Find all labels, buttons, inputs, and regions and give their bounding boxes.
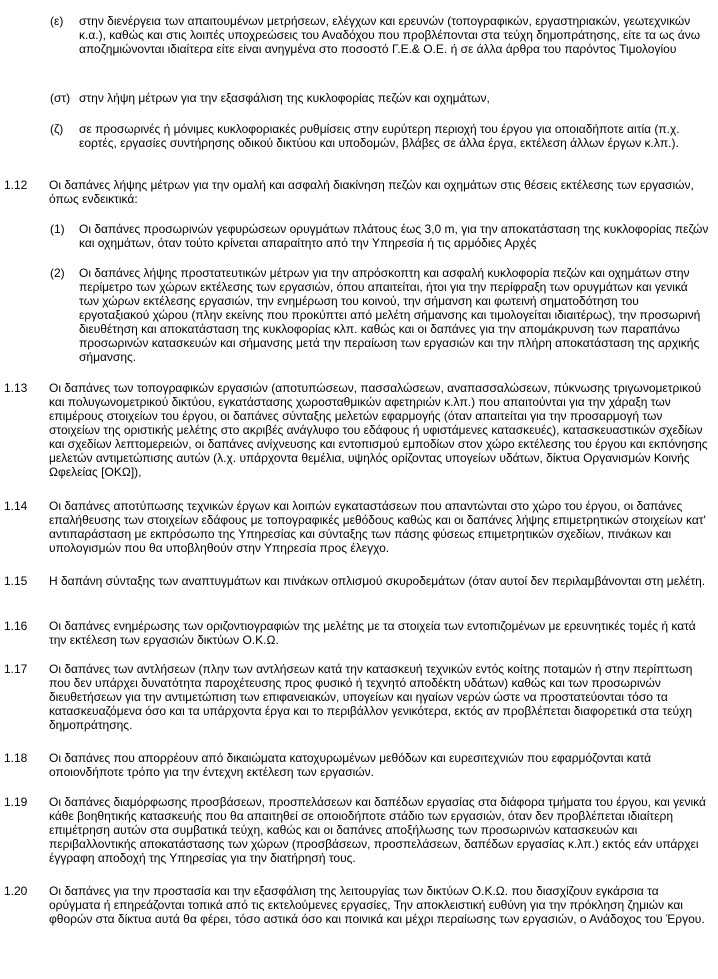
section-text: Οι δαπάνες των αντλήσεων (πλην των αντλήσεων κατά την κατασκευή τεχνικών εντός κοίτης ποταμών ή στην περίπτωση που δεν υπάρχει δυνατότητα παροχέτευσης προς φυσικό ή τεχνητό αποδέκτη υδάτων) καθώς και των προσωρινών διευθετήσεων για την αντιμετώπιση των επιφανειακών, υπογείων και ηγαίων νερών ώστε να προστατεύονται τόσο τα κατασκευαζόμενα όσο και τα υπάρχοντα έργα και το περιβάλλον γενικότερα, εκτός αν προβλέπεται διαφορετικά στα τεύχη δημοπράτησης.: [49, 662, 693, 732]
subitem-2: [50, 266, 710, 364]
subitem-text: στην διενέργεια των απαιτουμένων μετρήσεων, ελέγχων και ερευνών (τοπογραφικών, εργαστηριακών, γεωτεχνικών κ.α.), καθώς και στις λοιπές υποχρεώσεις του Αναδόχου που προβλέπονται στα τεύχη δημοπράτησης, είτε τα ως άνω αποζημιώνονται ιδιαίτερα είτε είναι ανηγμένα στο ποσοστό Γ.Ε.& Ο.Ε. ή σε άλλα άρθρα του παρόντος Τιμολογίου: [79, 14, 701, 56]
section-number: 1.14: [4, 499, 28, 513]
section-text: Οι δαπάνες για την προστασία και την εξασφάλιση της λειτουργίας των δικτύων Ο.Κ.Ω. που διασχίζουν εγκάρσια τα ορύγματα ή επηρεάζονται τοπικά από τις εκτελούμενες εργασίες, Την αποκλειστική ευθύνη για την πρόκληση ζημιών και φθορών στα δίκτυα αυτά θα φέρει, τόσο αστικά όσο και ποινικά και μέχρι περαίωσης των εργασιών, ο Ανάδοχος του Έργου.: [49, 884, 705, 926]
subitem-epsilon: [50, 14, 710, 70]
section-number: 1.15: [4, 574, 28, 588]
section-text: Οι δαπάνες ενημέρωσης των οριζοντιογραφιών της μελέτης με τα στοιχεία των εντοπιζομένων με ερευνητικές τομές ή κατά την εκτέλεση των εργασιών δικτύων Ο.Κ.Ω.: [49, 619, 696, 647]
section-text: Οι δαπάνες των τοπογραφικών εργασιών (αποτυπώσεων, πασσαλώσεων, αναπασσαλώσεων, πύκνωσης τριγωνομετρικού και πολυγωνομετρικού δικτύου, εγκατάστασης χωροσταθμικών αφετηριών κ.λπ.) που απαιτούνται για την χάραξη των επιμέρους στοιχείων του έργου, οι δαπάνες σύνταξης μελετών εφαρμογής (όταν απαιτείται για την προσαρμογή των στοιχείων της οριστικής μελέτης στο ακριβές ανάγλυφο του εδάφους ή υφιστάμενες κατασκευές), κατασκευαστικών σχεδίων και σχεδίων λεπτομερειών, οι δαπάνες ανίχνευσης και εντοπισμού εμποδίων στον χώρο εκτέλεσης του έργου και εκπόνησης μελετών αντιμετώπισης αυτών (λ.χ. υπάρχοντα θεμέλια, υψηλός ορίζοντας υπογείων υδάτων, δίκτυα Οργανισμών Κοινής Ωφελείας [ΟΚΩ]),: [49, 381, 708, 479]
subitem-marker: (ζ): [50, 122, 64, 136]
subitem-zeta: [50, 122, 710, 150]
subitem-marker: (ε): [50, 14, 64, 28]
section-1-14: [4, 499, 710, 555]
subitem-marker: (1): [50, 222, 65, 236]
subitem-st: [50, 91, 710, 105]
section-number: 1.16: [4, 619, 28, 633]
section-number: 1.20: [4, 884, 28, 898]
subitem-marker: (στ): [50, 91, 71, 105]
section-text: Οι δαπάνες αποτύπωσης τεχνικών έργων και λοιπών εγκαταστάσεων που απαντώνται στο χώρο του έργου, οι δαπάνες επαλήθευσης των στοιχείων εδάφους με τοπογραφικές μεθόδους καθώς και οι δαπάνες λήψης επιμετρητικών στοιχείων κατ' αντιπαράσταση με εκπρόσωπο της Υπηρεσίας και σύνταξης των πάσης φύσεως επιμετρητικών σχεδίων, πινάκων και υπολογισμών που θα υποβληθούν στην Υπηρεσία προς έλεγχο.: [49, 499, 706, 555]
section-text: Η δαπάνη σύνταξης των αναπτυγμάτων και πινάκων οπλισμού σκυροδεμάτων (όταν αυτοί δεν περιλαμβάνονται στη μελέτη.: [49, 574, 706, 588]
section-text: Οι δαπάνες διαμόρφωσης προσβάσεων, προσπελάσεων και δαπέδων εργασίας στα διάφορα τμήματα του έργου, και γενικά κάθε βοηθητικής κατασκευής που θα απαιτηθεί σε οποιοδήποτε στάδιο των εργασιών, όταν δεν προβλέπεται ιδιαίτερη επιμέτρηση αυτών στα συμβατικά τεύχη, καθώς και οι δαπάνες αποξήλωσης των προσωρινών κατασκευών και περιβαλλοντικής αποκατάστασης των χώρων (προσβάσεων, προσπελάσεων, δαπέδων εργασίας κ.λπ.) εκτός εάν υπάρχει έγγραφη αποδοχή της Υπηρεσίας για την διατήρησή τους.: [49, 795, 706, 865]
section-number: 1.12: [4, 178, 28, 192]
section-1-19: [4, 795, 710, 865]
section-1-13: [4, 381, 710, 479]
section-1-12: [4, 178, 710, 206]
section-1-16: [4, 619, 710, 647]
section-number: 1.13: [4, 381, 28, 395]
subitem-marker: (2): [50, 266, 65, 280]
section-1-15: [4, 574, 710, 588]
subitem-1: [50, 222, 710, 250]
section-1-17: [4, 662, 710, 732]
subitem-text: Οι δαπάνες λήψης προστατευτικών μέτρων για την απρόσκοπτη και ασφαλή κυκλοφορία πεζών και οχημάτων στην περίμετρο των χώρων εκτέλεσης των εργασιών, όπου απαιτείται, ήτοι για την περίφραξη των ορυγμάτων και γενικά των χώρων εκτέλεσης εργασιών, την ενημέρωση του κοινού, την σήμανση και φωτεινή σηματοδότηση του εργοταξιακού χώρου (πλην εκείνης που προκύπτει από μελέτη σήμανσης και τιμολογείται ιδιαιτέρως), την προσωρινή διευθέτηση και αποκατάσταση της κυκλοφορίας κλπ. καθώς και οι δαπάνες για την απομάκρυνση των παραπάνω προσωρινών κατασκευών και σήμανσης μετά την περαίωση των εργασιών και την πλήρη αποκατάσταση της αρχικής σήμανσης.: [79, 266, 701, 364]
subitem-text: στην λήψη μέτρων για την εξασφάλιση της κυκλοφορίας πεζών και οχημάτων,: [79, 91, 490, 105]
section-1-20: [4, 884, 710, 926]
section-text: Οι δαπάνες που απορρέουν από δικαιώματα κατοχυρωμένων μεθόδων και ευρεσιτεχνιών που εφαρμόζονται κατά οποιονδήποτε τρόπο για την έντεχνη εκτέλεση των εργασιών.: [49, 751, 652, 779]
subitem-text: Οι δαπάνες προσωρινών γεφυρώσεων ορυγμάτων πλάτους έως 3,0 m, για την αποκατάσταση της κυκλοφορίας πεζών και οχημάτων, όταν τούτο κρίνεται απαραίτητο από την Υπηρεσία ή τις αρμόδιες Αρχές: [79, 222, 709, 250]
section-number: 1.17: [4, 662, 28, 676]
section-number: 1.18: [4, 751, 28, 765]
section-1-18: [4, 751, 710, 779]
section-text: Οι δαπάνες λήψης μέτρων για την ομαλή και ασφαλή διακίνηση πεζών και οχημάτων στις θέσεις εκτέλεσης των εργασιών, όπως ενδεικτικά:: [49, 178, 694, 206]
section-number: 1.19: [4, 795, 28, 809]
subitem-text: σε προσωρινές ή μόνιμες κυκλοφοριακές ρυθμίσεις στην ευρύτερη περιοχή του έργου για οποιαδήποτε αιτία (π.χ. εορτές, εργασίες συντήρησης οδικού δικτύου και υποδομών, βλάβες σε άλλα έργα, εκτέλεση άλλων έργων κ.λπ.).: [79, 122, 680, 150]
